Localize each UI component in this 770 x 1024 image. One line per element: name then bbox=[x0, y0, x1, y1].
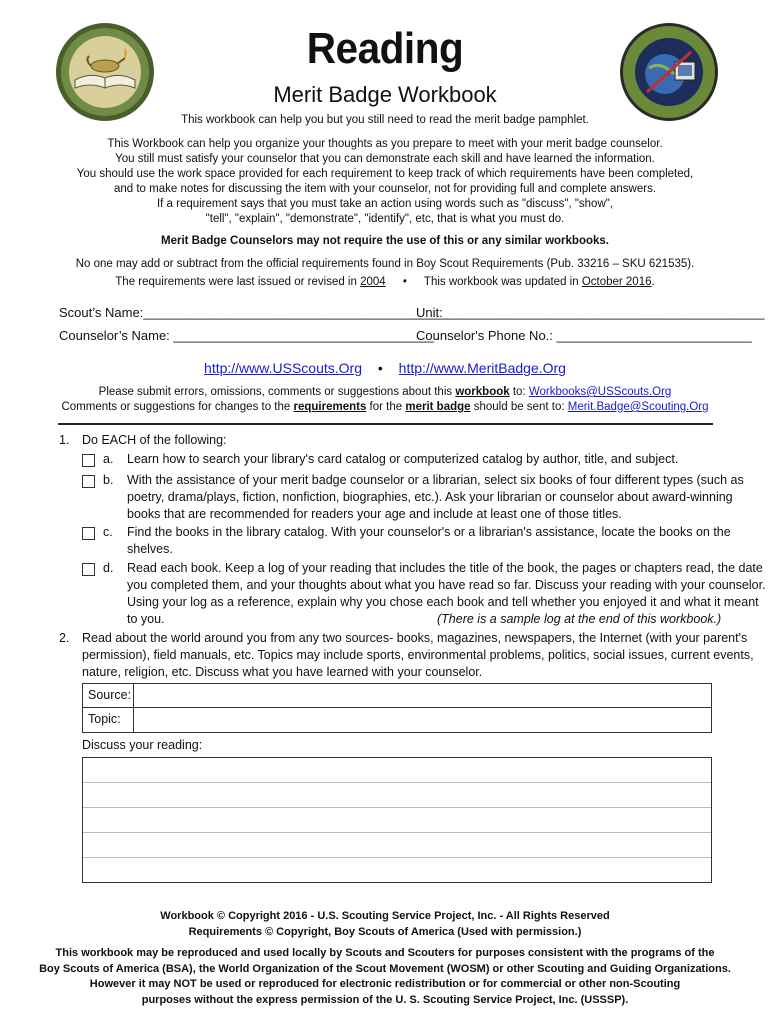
updated-date: October 2016 bbox=[581, 276, 652, 288]
topic-input[interactable] bbox=[135, 709, 709, 730]
submit-emphasis: requirements bbox=[293, 401, 367, 413]
instructions-line: and to make notes for discussing the item with your counselor, not for providing full and complete answers. bbox=[113, 183, 657, 195]
req-1d-line: Using your log as a reference, explain why you chose each book and tell whether you enjoyed it and what it meant bbox=[127, 595, 759, 609]
table-divider bbox=[83, 707, 711, 708]
footer-line: This workbook may be reproduced and used locally by Scouts and Scouters for purposes consistent with the programs of the bbox=[55, 947, 715, 959]
updated-suffix: . bbox=[651, 276, 655, 288]
submit-text: Comments or suggestions for changes to the bbox=[61, 401, 294, 413]
req-2-line: nature, religion, etc. Discuss what you have learned with your counselor. bbox=[82, 665, 483, 679]
submit-text: to: bbox=[509, 386, 529, 398]
source-topic-table bbox=[82, 683, 712, 733]
submit-emphasis: workbook bbox=[455, 386, 510, 398]
meritbadge-email-link[interactable]: Merit.Badge@Scouting.Org bbox=[567, 401, 709, 413]
instructions-line: "tell", "explain", "demonstrate", "identify", etc, that is what you must do. bbox=[205, 213, 565, 225]
req-1c-checkbox[interactable] bbox=[82, 527, 95, 540]
page-subtitle: Merit Badge Workbook bbox=[273, 82, 497, 107]
req-1b-checkbox[interactable] bbox=[82, 475, 95, 488]
req-2-text bbox=[82, 630, 754, 681]
footer-line: Boy Scouts of America (BSA), the World Organization of the Scout Movement (WOSM) or other Scouting and Guiding Organizations. bbox=[39, 962, 731, 975]
req-1-text: Do EACH of the following: bbox=[82, 433, 227, 447]
req-1c-line: Find the books in the library catalog. With your counselor's or a librarian's assistance, locate the books on the bbox=[127, 525, 731, 539]
req-1b-line: poetry, drama/plays, fiction, nonfiction, biographies, etc.). Ask your librarian or counselor about award-winning bbox=[127, 490, 733, 504]
sample-log-note: (There is a sample log at the end of this workbook.) bbox=[437, 612, 722, 626]
usscouts-link[interactable]: http://www.USScouts.Org bbox=[204, 360, 362, 376]
scout-name-field[interactable]: Scout’s Name:__________________________________________ bbox=[59, 305, 447, 320]
req-1c-letter: c. bbox=[103, 525, 113, 539]
instructions-block bbox=[0, 137, 770, 227]
copyright-footer bbox=[0, 909, 770, 1008]
revision-line bbox=[0, 275, 770, 290]
note-line bbox=[83, 782, 711, 783]
source-input[interactable] bbox=[135, 685, 709, 706]
counselor-note: Merit Badge Counselors may not require the use of this or any similar workbooks. bbox=[161, 235, 609, 247]
unit-field[interactable]: Unit: ____________________________________________ bbox=[416, 305, 765, 320]
req-2-number: 2. bbox=[59, 631, 70, 645]
section-divider bbox=[58, 423, 713, 425]
source-label: Source: bbox=[88, 688, 132, 702]
discuss-label: Discuss your reading: bbox=[82, 738, 203, 752]
page-title: Reading bbox=[306, 24, 464, 73]
note-line bbox=[83, 832, 711, 833]
issued-label: The requirements were last issued or revised in bbox=[115, 276, 361, 288]
footer-line: Workbook © Copyright 2016 - U.S. Scouting Service Project, Inc. - All Rights Reserved bbox=[160, 910, 610, 922]
req-1d-line: you completed them, and your thoughts about what you have read so far. Discuss your reading with your counselor. bbox=[127, 578, 766, 592]
no-add-note: No one may add or subtract from the official requirements found in Boy Scout Requirements (Pub. 33216 – SKU 621535). bbox=[75, 258, 695, 270]
meritbadge-link[interactable]: http://www.MeritBadge.Org bbox=[398, 360, 566, 376]
discuss-notes-box[interactable] bbox=[82, 757, 712, 883]
req-1b-letter: b. bbox=[103, 473, 114, 487]
instructions-line: This Workbook can help you organize your thoughts as you prepare to meet with your merit badge counselor. bbox=[107, 138, 663, 150]
submit-line-1 bbox=[0, 385, 770, 400]
req-2-line: Read about the world around you from any two sources- books, magazines, newspapers, the Internet (with your parent's bbox=[82, 631, 748, 645]
req-1c-text bbox=[127, 524, 731, 558]
instructions-line: If a requirement says that you must take an action using words such as "discuss", "show", bbox=[156, 198, 614, 210]
workbooks-email-link[interactable]: Workbooks@USScouts.Org bbox=[528, 386, 672, 398]
req-1c-line: shelves. bbox=[127, 542, 173, 556]
submit-emphasis: merit badge bbox=[405, 401, 471, 413]
table-divider bbox=[133, 684, 134, 732]
req-1d-line: Read each book. Keep a log of your reading that includes the title of the book, the pages or chapters read, the date bbox=[127, 561, 763, 575]
req-1a-letter: a. bbox=[103, 452, 114, 466]
note-line bbox=[83, 857, 711, 858]
req-1b-text bbox=[127, 472, 744, 523]
req-1d-letter: d. bbox=[103, 561, 114, 575]
req-1d-checkbox[interactable] bbox=[82, 563, 95, 576]
submit-text: for the bbox=[366, 401, 406, 413]
req-1d-line: to you. bbox=[127, 612, 165, 626]
instructions-line: You should use the work space provided for each requirement to keep track of which requirements have been completed, bbox=[76, 168, 694, 180]
submit-text: Please submit errors, omissions, comments or suggestions about this bbox=[98, 386, 456, 398]
counselor-phone-field[interactable]: Counselor's Phone No.: ___________________________ bbox=[416, 328, 752, 343]
links-row bbox=[0, 360, 770, 376]
issued-year: 2004 bbox=[360, 276, 386, 288]
footer-line: However it may NOT be used or reproduced for electronic redistribution or for commercial or other non-Scouting bbox=[89, 978, 681, 990]
req-1a-checkbox[interactable] bbox=[82, 454, 95, 467]
bullet-separator: • bbox=[402, 276, 407, 288]
counselor-name-field[interactable]: Counselor’s Name: ____________________________________ bbox=[59, 328, 434, 343]
footer-line: purposes without the express permission of the U. S. Scouting Service Project, Inc. (USSSP). bbox=[141, 993, 629, 1006]
req-1-number: 1. bbox=[59, 433, 70, 447]
submit-text: should be sent to: bbox=[470, 401, 568, 413]
req-1b-line: With the assistance of your merit badge counselor or a librarian, select six books of four different types (such as bbox=[127, 473, 744, 487]
req-2-line: permission), field manuals, etc. Topics may include sports, environmental problems, politics, social issues, current events, bbox=[82, 648, 754, 662]
topic-label: Topic: bbox=[88, 712, 121, 726]
note-line bbox=[83, 807, 711, 808]
intro-text: This workbook can help you but you still need to read the merit badge pamphlet. bbox=[181, 114, 589, 126]
req-1a-text: Learn how to search your library's card catalog or computerized catalog by author, title, and subject. bbox=[127, 452, 679, 466]
updated-label: This workbook was updated in bbox=[423, 276, 582, 288]
submit-line-2 bbox=[0, 400, 770, 415]
footer-line: Requirements © Copyright, Boy Scouts of America (Used with permission.) bbox=[188, 925, 582, 938]
links-separator: • bbox=[377, 360, 383, 376]
req-1b-line: books that are recommended for readers your age and include at least one of those titles. bbox=[127, 507, 622, 521]
instructions-line: You still must satisfy your counselor that you can demonstrate each skill and have learned the information. bbox=[115, 153, 655, 165]
